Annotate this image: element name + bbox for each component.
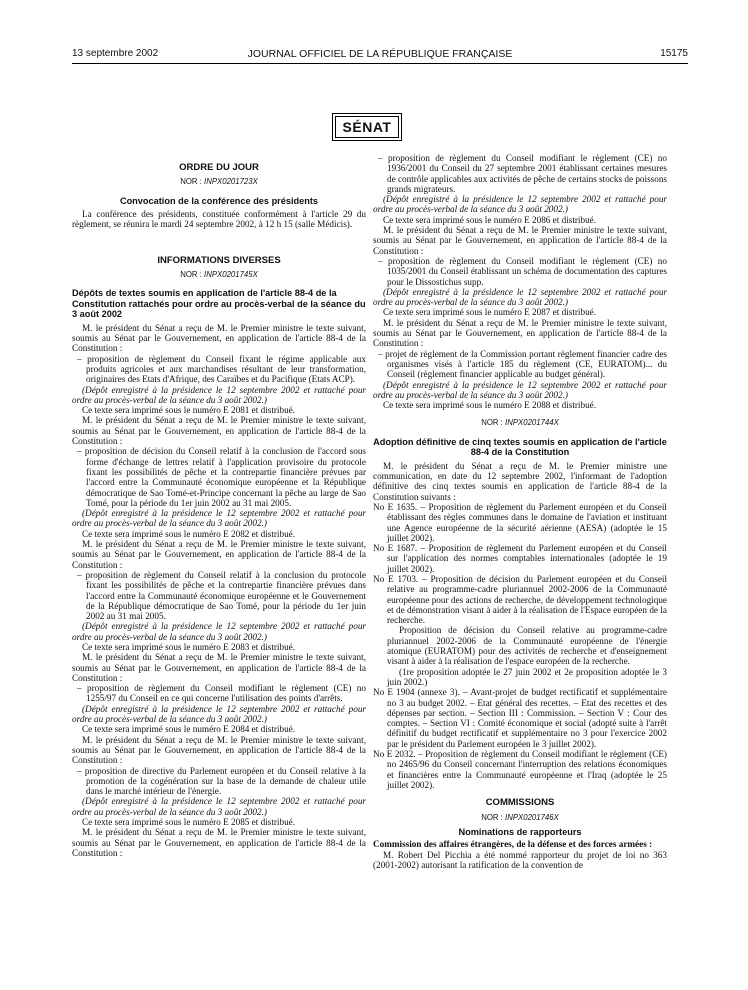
nor-label: NOR : bbox=[481, 812, 503, 822]
nominations-title: Nominations de rapporteurs bbox=[458, 826, 582, 837]
paragraph: (Dépôt enregistré à la présidence le 12 septembre 2002 et rattaché pour ordre au procès-verbal de la séance du 3 août 2002.) bbox=[373, 379, 667, 400]
paragraph: M. le président du Sénat a reçu de M. le Premier ministre le texte suivant, soumis au Sénat par le Gouvernement, en application de l'article 88-4 de la Constitution : bbox=[72, 734, 366, 766]
ordre-du-jour-title: ORDRE DU JOUR bbox=[179, 162, 259, 173]
paragraph: Ce texte sera imprimé sous le numéro E 2087 et distribué. bbox=[383, 307, 597, 318]
paragraph: M. le président du Sénat a reçu de M. le Premier ministre le texte suivant, soumis au Sénat par le Gouvernement, en application de l'article 88-4 de la Constitution : bbox=[72, 322, 366, 354]
section-title-box bbox=[332, 113, 402, 141]
paragraph: Ce texte sera imprimé sous le numéro E 2083 et distribué. bbox=[82, 641, 296, 652]
nor-label: NOR : bbox=[180, 269, 202, 279]
adoption-intro: M. le président du Sénat a reçu de M. le Premier ministre une communication, en date du 12 septembre 2002, l'informant de l'adoption définitive des cinq textes soumis en application de l'article 88-4 de la Constitution suivants : bbox=[373, 460, 667, 502]
paragraph: – proposition de directive du Parlement européen et du Conseil relative à la promotion de la cogénération sur la base de la demande de chaleur utile dans le marché intérieur de l'énergie. bbox=[77, 765, 366, 797]
paragraph: (Dépôt enregistré à la présidence le 12 septembre 2002 et rattaché pour ordre au procès-verbal de la séance du 3 août 2002.) bbox=[72, 703, 366, 725]
section-title: SÉNAT bbox=[335, 116, 399, 138]
paragraph: (Dépôt enregistré à la présidence le 12 septembre 2002 et rattaché pour ordre au procès-verbal de la séance du 3 août 2002.) bbox=[373, 286, 667, 308]
adoption-item: No E 1635. – Proposition de règlement du Parlement européen et du Conseil établissant des règles communes dans le domaine de l'aviation et instituant une Agence européenne de la sécurité aérienne (AESA) (adoptée le 15 juillet 2002). bbox=[373, 501, 667, 543]
commissions-title: COMMISSIONS bbox=[485, 797, 555, 809]
ordre-nor bbox=[72, 177, 366, 187]
journal-title: JOURNAL OFFICIEL DE LA RÉPUBLIQUE FRANÇAISE bbox=[247, 48, 513, 60]
paragraph: – proposition de règlement du Conseil modifiant le règlement (CE) no 1936/2001 du Conseil du 27 septembre 2001 établissant certaines mesures de contrôle applicables aux activités de pêche de certains stocks de poissons grands migrateurs. bbox=[378, 153, 667, 194]
adoption-nor bbox=[373, 418, 667, 428]
paragraph: (Dépôt enregistré à la présidence le 12 septembre 2002 et rattaché pour ordre au procès-verbal de la séance du 3 août 2002.) bbox=[72, 796, 366, 817]
adoption-item: Proposition de décision du Conseil relative au programme-cadre pluriannuel 2002-2006 de la Communauté européenne de l'énergie atomique (EURATOM) pour des activités de recherche et d'enseignement visant à aider à la réalisation de l'espace européen de la recherche. bbox=[387, 625, 667, 667]
adoption-item: No E 1687. – Proposition de règlement du Parlement européen et du Conseil sur l'application des normes comptables internationales (adoptée le 19 juillet 2002). bbox=[373, 543, 667, 574]
info-nor bbox=[72, 270, 366, 280]
paragraph: (Dépôt enregistré à la présidence le 12 septembre 2002 et rattaché pour ordre au procès-verbal de la séance du 3 août 2002.) bbox=[72, 508, 366, 529]
convocation-text: La conférence des présidents, constituée conformément à l'article 29 du règlement, se réunira le mardi 24 septembre 2002, à 12 h 15 (salle Médicis). bbox=[72, 209, 366, 230]
nor-label: NOR : bbox=[180, 177, 202, 187]
paragraph: (Dépôt enregistré à la présidence le 12 septembre 2002 et rattaché pour ordre au procès-verbal de la séance du 3 août 2002.) bbox=[72, 384, 366, 405]
paragraph: Ce texte sera imprimé sous le numéro E 2086 et distribué. bbox=[383, 214, 597, 225]
right-paragraphs bbox=[373, 153, 667, 410]
paragraph: M. le président du Sénat a reçu de M. le Premier ministre le texte suivant, soumis au Sénat par le Gouvernement, en application de l'article 88-4 de la Constitution : bbox=[72, 539, 366, 570]
adoption-item: No E 1904 (annexe 3). – Avant-projet de budget rectificatif et supplémentaire no 3 au budget 2002. – Etat général des recettes. – Etat des recettes et des dépenses par section. – Section III : Commission. – Section V : Cour des comptes. – Section VI : Comité économique et social (adopté suite à l'arrêt définitif du budget rectificatif et supplémentaire no 3 pour l'exercice 2002 par le président du Parlement européen le 3 juillet 2002). bbox=[373, 687, 667, 749]
right-column bbox=[373, 153, 667, 870]
adoption-items bbox=[373, 502, 667, 790]
paragraph: M. le président du Sénat a reçu de M. le Premier ministre le texte suivant, soumis au Sénat par le Gouvernement, en application de l'article 88-4 de la Constitution : bbox=[72, 415, 366, 447]
paragraph: Ce texte sera imprimé sous le numéro E 2088 et distribué. bbox=[383, 400, 597, 411]
adoption-title: Adoption définitive de cinq textes soumis en application de l'article 88-4 de la Constitution bbox=[373, 436, 667, 458]
header-date: 13 septembre 2002 bbox=[72, 48, 159, 59]
paragraph: (Dépôt enregistré à la présidence le 12 septembre 2002 et rattaché pour ordre au procès-verbal de la séance du 3 août 2002.) bbox=[373, 194, 667, 215]
adoption-item: (1re proposition adoptée le 27 juin 2002 et 2e proposition adoptée le 3 juin 2002.) bbox=[387, 666, 667, 687]
paragraph: Ce texte sera imprimé sous le numéro E 2085 et distribué. bbox=[82, 817, 296, 828]
paragraph: M. le président du Sénat a reçu de M. le Premier ministre le texte suivant, soumis au Sénat par le Gouvernement, en application de l'article 88-4 de la Constitution : bbox=[373, 317, 667, 349]
paragraph: – projet de règlement de la Commission portant règlement financier cadre des organismes visés à l'article 185 du règlement (CE, EURATOM)... du Conseil (règlement financier applicable au budget général). bbox=[378, 348, 667, 380]
nor-code: INPX0201746X bbox=[505, 812, 559, 822]
adoption-item: No E 1703. – Proposition de décision du Parlement européen et du Conseil relative au programme-cadre pluriannuel 2002-2006 de la Communauté européenne pour des actions de recherche, de développement technologique et de démonstration visant à aider à la réalisation de l'Espace européen de la recherche. bbox=[373, 573, 667, 626]
commission-name: Commission des affaires étrangères, de la défense et des forces armées : bbox=[373, 839, 653, 850]
paragraph: Ce texte sera imprimé sous le numéro E 2082 et distribué. bbox=[82, 528, 296, 539]
nor-code: INPX0201744X bbox=[505, 418, 559, 428]
paragraph: Ce texte sera imprimé sous le numéro E 2081 et distribué. bbox=[82, 405, 296, 416]
commission-text: M. Robert Del Picchia a été nommé rapporteur du projet de loi no 363 (2001-2002) autorisant la ratification de la convention de bbox=[373, 849, 667, 870]
paragraph: Ce texte sera imprimé sous le numéro E 2084 et distribué. bbox=[82, 724, 296, 735]
paragraph: – proposition de décision du Conseil relatif à la conclusion de l'accord sous forme d'échange de lettres relatif à l'application provisoire du protocole fixant les possibilités de pêche et la contrepartie financière prévues par l'accord entre la Communauté économique européenne et la République démocratique de Sao Tomé-et-Principe concernant la pêche au large de Sao Tomé, pour la période du 1er juin 2002 au 31 mai 2005. bbox=[77, 446, 366, 508]
informations-title: INFORMATIONS DIVERSES bbox=[157, 254, 281, 266]
header-rule bbox=[72, 63, 688, 64]
page-number: 15175 bbox=[660, 48, 688, 59]
paragraph: M. le président du Sénat a reçu de M. le Premier ministre le texte suivant, soumis au Sénat par le Gouvernement, en application de l'article 88-4 de la Constitution : bbox=[72, 827, 366, 858]
left-paragraphs bbox=[72, 323, 366, 858]
page-header bbox=[72, 48, 688, 62]
convocation-title: Convocation de la conférence des présidents bbox=[119, 195, 319, 206]
left-column bbox=[72, 156, 366, 858]
nor-label: NOR : bbox=[481, 418, 503, 428]
paragraph: – proposition de règlement du Conseil relatif à la conclusion du protocole fixant les possibilités de pêche et la contrepartie financière prévues dans l'accord entre la Communauté économique européenne et le Gouvernement de la République démocratique de Sao Tomé, pour la période du 1er juin 2002 au 31 mai 2005. bbox=[77, 569, 366, 622]
paragraph: – proposition de règlement du Conseil modifiant le règlement (CE) no 1255/97 du Conseil en ce qui concerne l'utilisation des points d'arrêts. bbox=[77, 683, 366, 704]
adoption-item: No E 2032. – Proposition de règlement du Conseil modifiant le règlement (CE) no 2465/96 du Conseil concernant l'interruption des relations économiques et financières entre la Communauté européenne et l'Iraq (adoptée le 25 juillet 2002). bbox=[373, 749, 667, 790]
paragraph: M. le président du Sénat a reçu de M. le Premier ministre le texte suivant, soumis au Sénat par le Gouvernement, en application de l'article 88-4 de la Constitution : bbox=[72, 652, 366, 683]
paragraph: (Dépôt enregistré à la présidence le 12 septembre 2002 et rattaché pour ordre au procès-verbal de la séance du 3 août 2002.) bbox=[72, 621, 366, 642]
paragraph: – proposition de règlement du Conseil fixant le régime applicable aux produits agricoles et aux marchandises résultant de leur transformation, originaires des Etats d'Afrique, des Caraïbes et du Pacifique (Etats ACP). bbox=[77, 353, 366, 385]
commissions-nor bbox=[373, 813, 667, 823]
depots-title: Dépôts de textes soumis en application de l'article 88-4 de la Constitution rattachés pour ordre au procès-verbal de la séance du 3 août 2002 bbox=[72, 288, 366, 320]
nor-code: INPX0201745X bbox=[204, 269, 258, 279]
paragraph: – proposition de règlement du Conseil modifiant le règlement (CE) no 1035/2001 du Conseil établissant un schéma de documentation des captures pour le Dissostichus supp. bbox=[378, 255, 667, 287]
paragraph: M. le président du Sénat a reçu de M. le Premier ministre le texte suivant, soumis au Sénat par le Gouvernement, en application de l'article 88-4 de la Constitution : bbox=[373, 225, 667, 256]
nor-code: INPX0201723X bbox=[204, 177, 258, 187]
